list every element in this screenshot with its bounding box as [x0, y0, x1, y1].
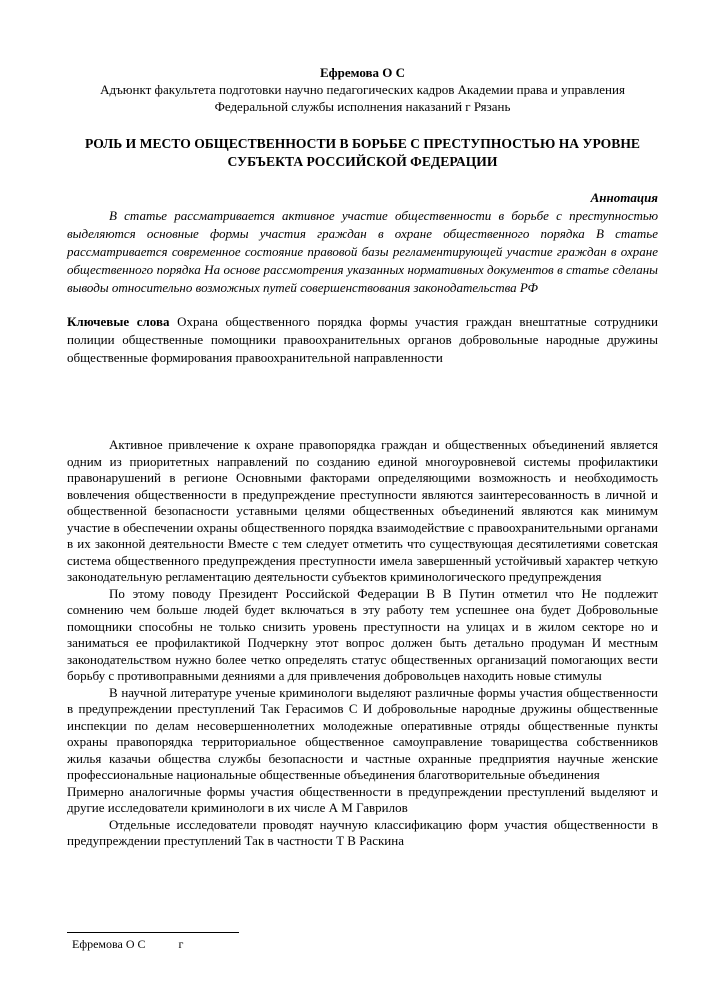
annotation-text: В статье рассматривается активное участие общественности в борьбе с преступностью выделяются основные формы участия граждан в охране общественного порядка В статье рассматривается современное состояние правовой базы регламентирующей участие граждан в охране общественного порядка На основе рассмотрения указанных нормативных документов в статье сделаны выводы относительно возможных путей совершенствования законодательства РФ	[67, 208, 658, 295]
body-paragraph-1: Активное привлечение к охране правопорядка граждан и общественных объединений является одним из приоритетных направлений по созданию единой многоуровневой системы профилактики правонарушений в регионе Основными факторами определяющими возможность и необходимость вовлечения общественности в предупреждение преступности являются заинтересованность в личной и общественной безопасности уставными целями общественных объединений являются как минимум участие в обеспечении охраны общественного порядка взаимодействие с правоохранительными органами в их законной деятельности Вместе с тем следует отметить что существующая десятилетиями советская система общественного предупреждения преступности имела завершенный устойчивый характер четкую законодательную регламентацию деятельности субъектов криминологического предупреждения	[67, 437, 658, 584]
affiliation-line-2: Федеральной службы исполнения наказаний г Рязань	[214, 99, 511, 114]
keywords	[67, 313, 658, 367]
body-paragraph-3: В научной литературе ученые криминологи выделяют различные формы участия общественности в предупреждении преступлений Так Герасимов С И добровольные народные дружины общественные инспекции по делам несовершеннолетних молодежные оперативные отряды общественные пункты охраны правопорядка территориальное общественное самоуправление товарищества собственников жилья казачьи общества службы безопасности и частные охранные предприятия научные женские профессиональные национальные общественные объединения благотворительные объединения	[67, 684, 658, 782]
article-title: РОЛЬ И МЕСТО ОБЩЕСТВЕННОСТИ В БОРЬБЕ С ПРЕСТУПНОСТЬЮ НА УРОВНЕ СУБЪЕКТА РОССИЙСКОЙ ФЕДЕРАЦИИ	[85, 136, 640, 169]
footnote-divider	[67, 932, 239, 933]
body-paragraph-2: По этому поводу Президент Российской Федерации В В Путин отметил что Не подлежит сомнению чем больше людей будет включаться в эту работу тем успешнее она будет Добровольные помощники способны не только снизить уровень преступности на улицах и в жилом секторе но и заниматься ее профилактикой Подчеркну этот вопрос должен быть детально продуман И местным законодательством нужно более четко определять статус общественных организаций помогающих вести борьбу с противоправными деяниями а для привлечения добровольцев находить новые стимулы	[67, 585, 658, 683]
footnote: Ефремова О С г	[72, 937, 184, 951]
keywords-text: Охрана общественного порядка формы участия граждан внештатные сотрудники полиции общественные помощники правоохранительных органов добровольные народные дружины общественные формирования правоохранительной направленности	[67, 314, 658, 365]
author-name: Ефремова О С	[319, 65, 406, 80]
article-body	[67, 437, 658, 850]
affiliation-line-1: Адъюнкт факультета подготовки научно педагогических кадров Академии права и управления	[100, 82, 625, 97]
body-paragraph-4: Примерно аналогичные формы участия общественности в предупреждении преступлений выделяют и другие исследователи криминологи в их числе А М Гаврилов	[67, 783, 658, 815]
article	[67, 64, 658, 850]
body-paragraph-5: Отдельные исследователи проводят научную классификацию форм участия общественности в предупреждении преступлений Так в частности Т В Раскина	[67, 816, 658, 848]
keywords-label: Ключевые слова	[67, 314, 170, 329]
annotation-heading: Аннотация	[590, 190, 658, 205]
